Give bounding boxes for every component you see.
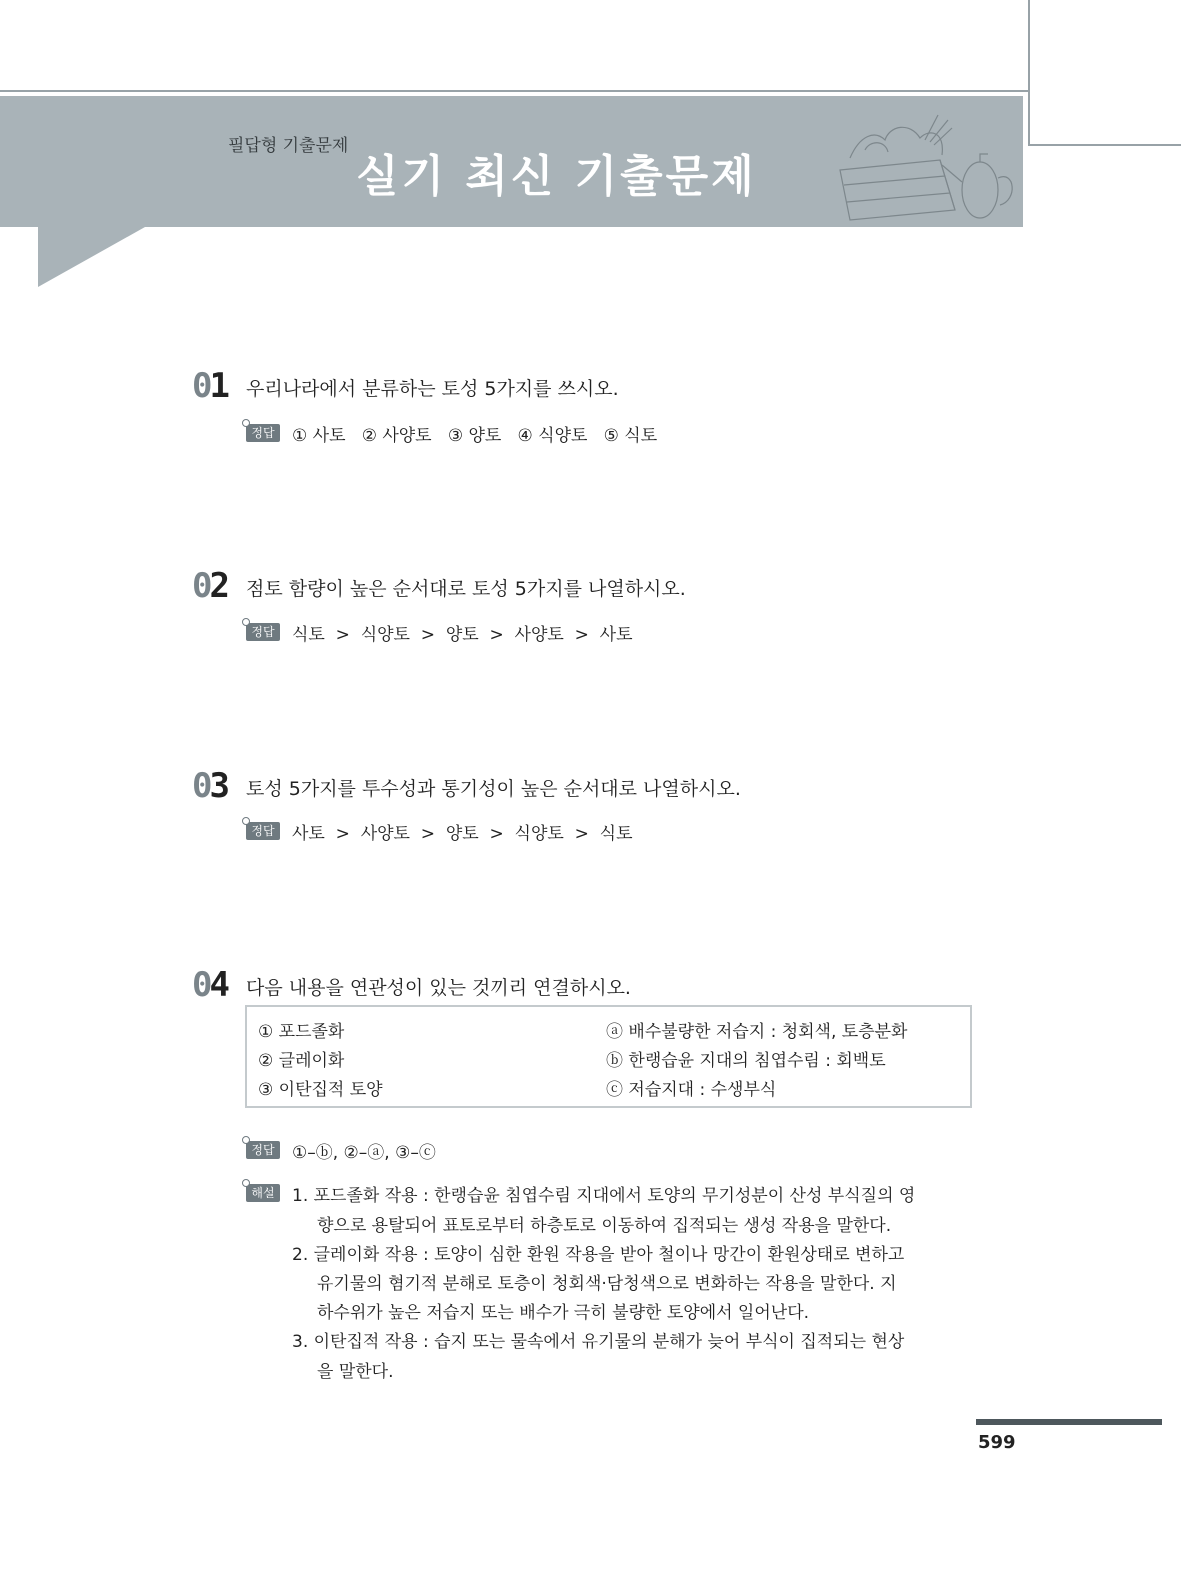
explanation-line: 향으로 용탈되어 표토로부터 하층토로 이동하여 집적되는 생성 작용을 말한다.: [317, 1216, 892, 1236]
match-right-item: ⓑ 한랭습윤 지대의 침엽수림 : 회백토: [606, 1051, 886, 1071]
explanation-line: 을 말한다.: [317, 1362, 394, 1382]
match-left-item: ③ 이탄집적 토양: [258, 1080, 383, 1100]
explanation-badge: 해설: [246, 1184, 280, 1202]
footer-bar: [976, 1419, 1162, 1425]
answer-text-1: ① 사토 ② 사양토 ③ 양토 ④ 식양토 ⑤ 식토: [292, 426, 658, 446]
answer-text-4: ①–ⓑ, ②–ⓐ, ③–ⓒ: [292, 1143, 436, 1163]
match-left-item: ② 글레이화: [258, 1051, 345, 1071]
match-right-item: ⓒ 저습지대 : 수생부식: [606, 1080, 777, 1100]
answer-badge-1: 정답: [246, 424, 280, 442]
explanation-line: 2. 글레이화 작용 : 토양이 심한 환원 작용을 받아 철이나 망간이 환원상태로 변하고: [292, 1245, 905, 1265]
page-number: 599: [978, 1432, 1016, 1453]
header-band-tail: [38, 227, 145, 287]
question-text-1: 우리나라에서 분류하는 토성 5가지를 쓰시오.: [246, 378, 619, 400]
answer-badge-3: 정답: [246, 822, 280, 840]
question-number-3: 03: [192, 766, 227, 806]
answer-badge-4: 정답: [246, 1141, 280, 1159]
question-number-4: 04: [192, 965, 227, 1005]
question-number-2: 02: [192, 566, 227, 606]
answer-text-2: 식토 > 식양토 > 양토 > 사양토 > 사토: [292, 625, 633, 645]
answer-badge-2: 정답: [246, 623, 280, 641]
explanation-line: 1. 포드졸화 작용 : 한랭습윤 침엽수림 지대에서 토양의 무기성분이 산성 부식질의 영: [292, 1186, 916, 1206]
match-right-item: ⓐ 배수불량한 저습지 : 청회색, 토층분화: [606, 1022, 908, 1042]
page-title: 실기 최신 기출문제: [356, 151, 757, 202]
header-top-line: [0, 90, 1030, 92]
question-text-2: 점토 함량이 높은 순서대로 토성 5가지를 나열하시오.: [246, 578, 686, 600]
section-subtitle: 필답형 기출문제: [228, 136, 349, 156]
explanation-line: 3. 이탄집적 작용 : 습지 또는 물속에서 유기물의 분해가 늦어 부식이 집적되는 현상: [292, 1332, 905, 1352]
answer-text-3: 사토 > 사양토 > 양토 > 식양토 > 식토: [292, 824, 633, 844]
question-number-1: 01: [192, 366, 227, 406]
vegetable-crate-illustration: [830, 110, 1025, 225]
header-corner-box: [1028, 0, 1181, 146]
match-left-item: ① 포드졸화: [258, 1022, 345, 1042]
question-text-4: 다음 내용을 연관성이 있는 것끼리 연결하시오.: [246, 977, 631, 999]
explanation-line: 유기물의 혐기적 분해로 토층이 청회색·담청색으로 변화하는 작용을 말한다. 지: [317, 1274, 897, 1294]
explanation-line: 하수위가 높은 저습지 또는 배수가 극히 불량한 토양에서 일어난다.: [317, 1303, 810, 1323]
question-text-3: 토성 5가지를 투수성과 통기성이 높은 순서대로 나열하시오.: [246, 778, 741, 800]
